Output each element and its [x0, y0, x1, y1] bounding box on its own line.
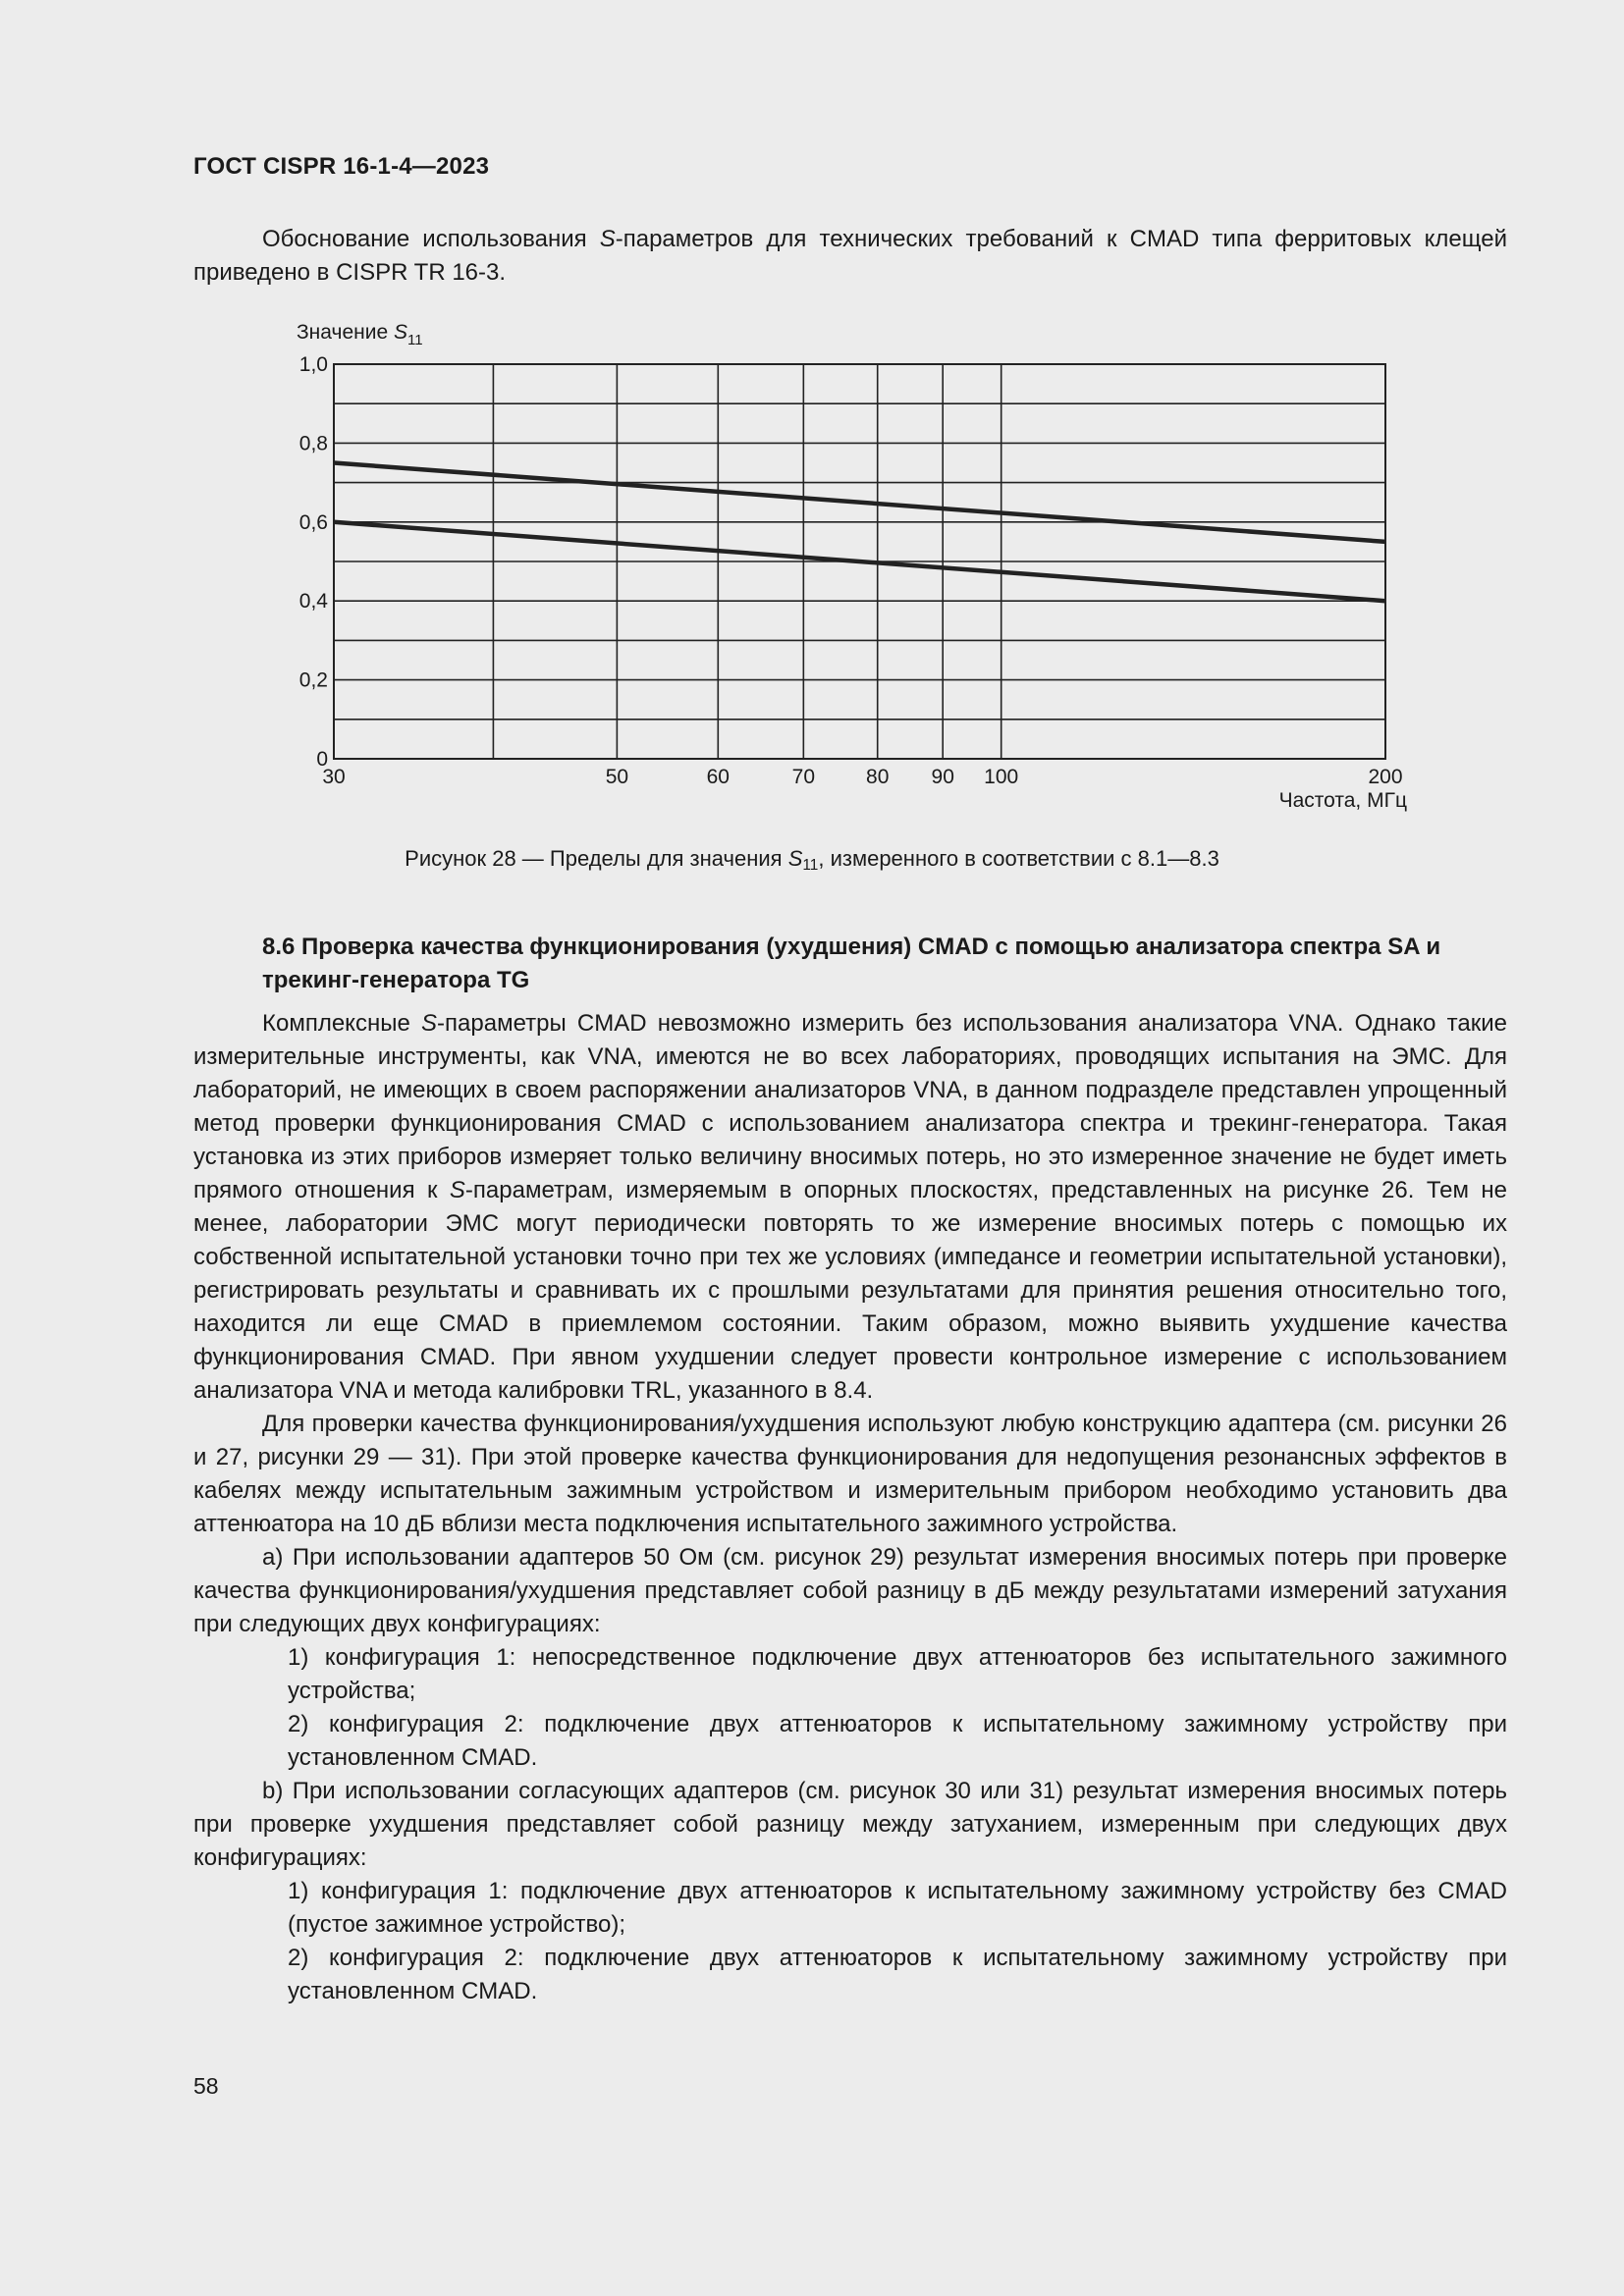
list-item-b2: 2) конфигурация 2: подключение двух аттенюаторов к испытательному зажимному устройству при установленном CMAD.	[288, 1945, 1507, 2004]
section-body	[193, 1007, 1507, 2008]
x-tick-label: 200	[1368, 766, 1403, 788]
paragraph-1: Комплексные S-параметры CMAD невозможно измерить без использования анализатора VNA. Однако такие измерительные инструменты, как VNA, имеются не во всех лабораториях, проводящих испытания на ЭМС. Для лабораторий, не имеющих в своем распоряжении анализаторов VNA, в данном подразделе представлен упрощенный метод проверки функционирования CMAD с использованием анализатора спектра и трекинг-генератора. Такая установка из этих приборов измеряет только величину вносимых потерь, но это измеренное значение не будет иметь прямого отношения к S-параметрам, измеряемым в опорных плоскостях, представленных на рисунке 26. Тем не менее, лаборатории ЭМС могут периодически повторять то же измерение вносимых потерь с помощью их собственной испытательной установки точно при тех же условиях (импедансе и геометрии испытательной установки), регистрировать результаты и сравнивать их с прошлыми результатами для принятия решения относительно того, находится ли еще CMAD в приемлемом состоянии. Таким образом, можно выявить ухудшение качества функционирования CMAD. При явном ухудшении следует провести контрольное измерение с использованием анализатора VNA и метода калибровки TRL, указанного в 8.4.	[193, 1010, 1507, 1404]
y-axis-label: Значение $S_{11}$	[297, 321, 423, 348]
list-item-b1: 1) конфигурация 1: подключение двух аттенюаторов к испытательному зажимному устройству без CMAD (пустое зажимное устройство);	[288, 1878, 1507, 1938]
x-tick-label: 60	[706, 766, 730, 788]
y-tick-label: 0	[316, 748, 328, 771]
intro-paragraph: Обоснование использования S-параметров для технических требований к CMAD типа ферритовых клещей приведено в CISPR TR 16-3.	[193, 226, 1507, 286]
list-item-a1: 1) конфигурация 1: непосредственное подключение двух аттенюаторов без испытательного зажимного устройства;	[288, 1644, 1507, 1704]
series-line-upper-limit	[334, 463, 1385, 542]
section-heading: 8.6 Проверка качества функционирования (ухудшения) CMAD с помощью анализатора спектра SA и трекинг-генератора TG	[262, 934, 1441, 993]
s11-limits-chart	[0, 0, 1624, 923]
paragraph-2: Для проверки качества функционирования/ухудшения используют любую конструкцию адаптера (см. рисунки 26 и 27, рисунки 29 — 31). При этой проверке качества функционирования для недопущения резонансных эффектов в кабелях между испытательным зажимным устройством и измерительным прибором необходимо установить два аттенюатора на 10 дБ вблизи места подключения испытательного зажимного устройства.	[193, 1411, 1507, 1537]
x-axis-label: Частота, МГц	[1278, 789, 1407, 812]
y-tick-label: 1,0	[298, 353, 328, 376]
y-tick-label: 0,8	[298, 432, 328, 455]
figure-caption: Рисунок 28 — Пределы для значения $S_{11}$, измеренного в соответствии с 8.1—8.3	[405, 846, 1219, 874]
y-tick-label: 0,2	[298, 668, 328, 692]
x-tick-label: 50	[605, 766, 629, 788]
document-header: ГОСТ CISPR 16-1-4—2023	[193, 153, 490, 180]
list-item-a2: 2) конфигурация 2: подключение двух аттенюаторов к испытательному зажимному устройству при установленном CMAD.	[288, 1711, 1507, 1771]
y-tick-label: 0,4	[298, 590, 328, 614]
list-item-b: b) При использовании согласующих адаптеров (см. рисунок 30 или 31) результат измерения вносимых потерь при проверке ухудшения представляет собой разницу между затуханием, измеренным при следующих двух конфигурациях:	[193, 1778, 1507, 1871]
x-tick-label: 100	[984, 766, 1019, 788]
x-tick-label: 30	[322, 766, 346, 788]
page-number: 58	[193, 2073, 219, 2099]
x-tick-label: 80	[866, 766, 890, 788]
list-item-a: a) При использовании адаптеров 50 Ом (см. рисунок 29) результат измерения вносимых потерь при проверке качества функционирования/ухудшения представляет собой разницу в дБ между результатами измерений затухания при следующих двух конфигурациях:	[193, 1544, 1507, 1637]
x-tick-label: 90	[931, 766, 954, 788]
x-tick-label: 70	[791, 766, 816, 788]
y-tick-label: 0,6	[298, 510, 328, 534]
figure-28	[0, 0, 1624, 923]
